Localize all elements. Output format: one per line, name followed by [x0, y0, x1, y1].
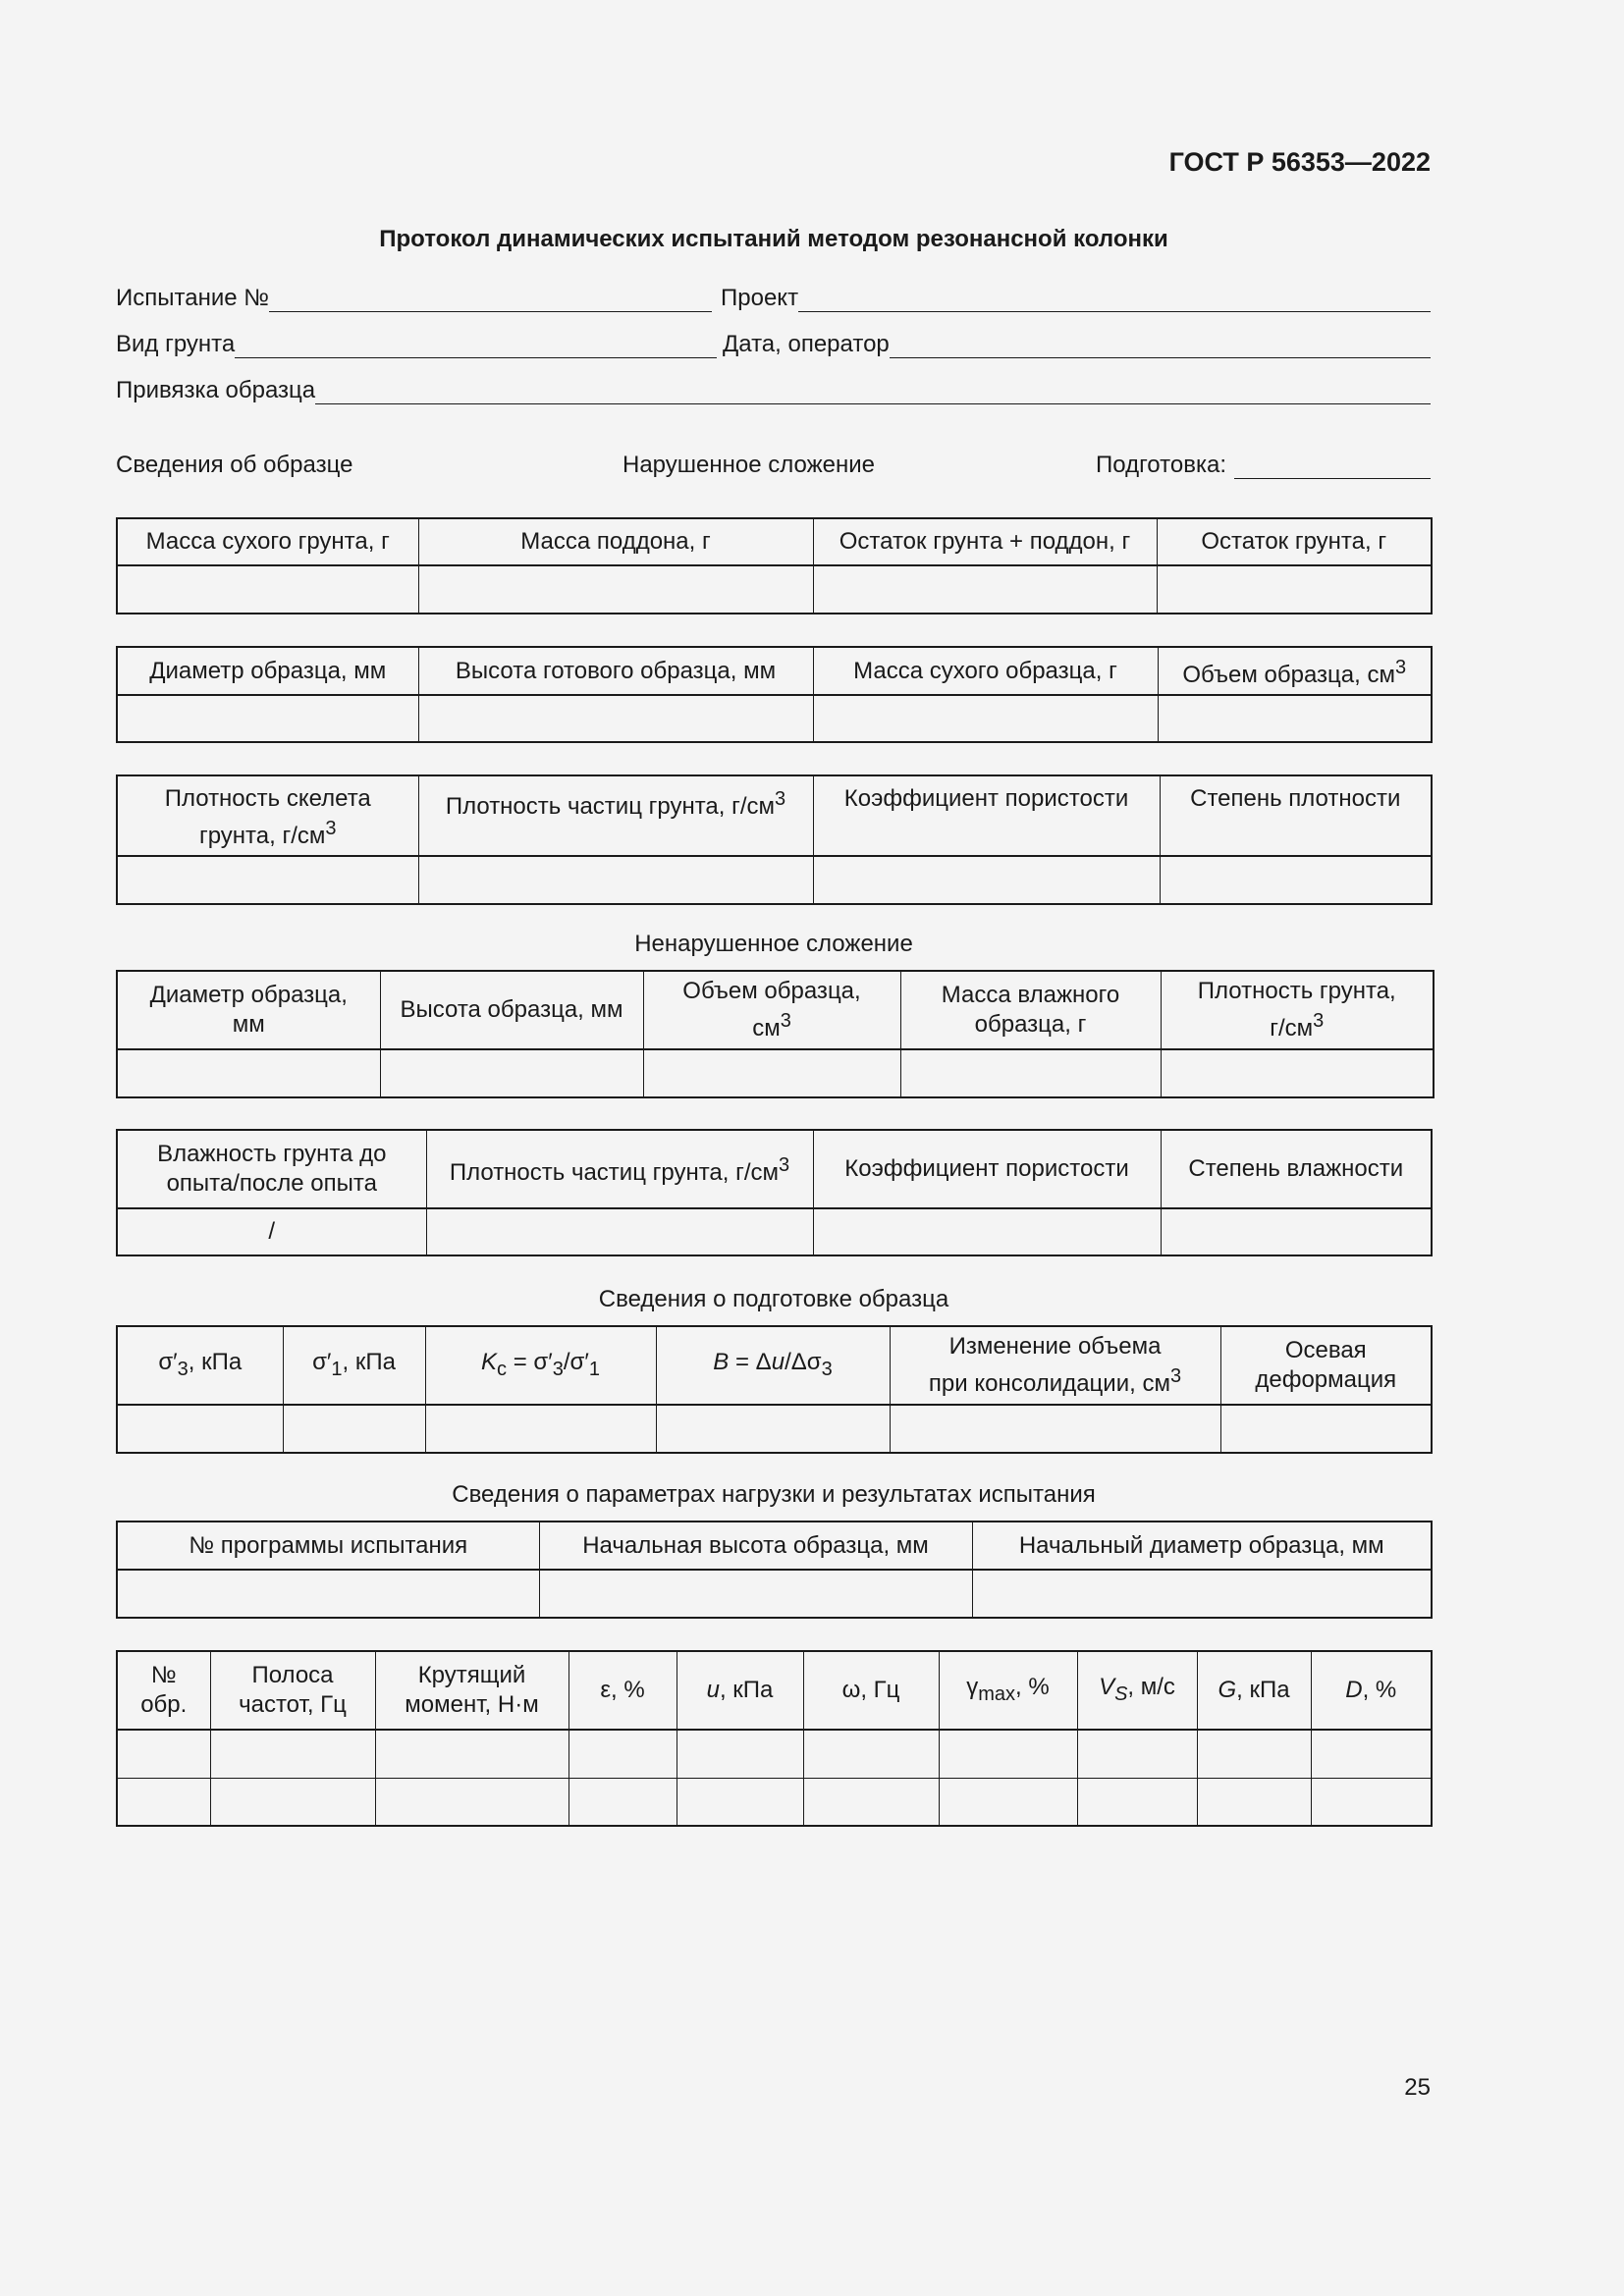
soil-type-field: [116, 331, 717, 358]
table-row: [117, 856, 1432, 904]
header-cell: [117, 971, 380, 1049]
input-cell[interactable]: [426, 1208, 813, 1255]
header-cell-kc: [425, 1326, 656, 1405]
input-cell[interactable]: [117, 695, 418, 742]
page-number: 25: [1404, 2074, 1431, 2101]
header-cell: Высота готового образца, мм: [418, 647, 813, 695]
input-cell[interactable]: [425, 1405, 656, 1453]
undisturbed-caption: Ненарушенное сложение: [634, 931, 913, 957]
input-cell[interactable]: [568, 1778, 677, 1826]
input-cell[interactable]: [813, 1208, 1161, 1255]
header-line: г/см: [1270, 1015, 1314, 1041]
symbol: G: [1218, 1677, 1237, 1703]
moisture-before-after-cell[interactable]: /: [117, 1208, 426, 1255]
subscript: 3: [552, 1358, 564, 1380]
soil-type-label: Вид грунта: [116, 331, 236, 357]
header-cell: [1158, 647, 1432, 695]
header-cell: Остаток грунта + поддон, г: [813, 518, 1157, 565]
header-cell: [677, 1651, 803, 1730]
unit: , %: [1015, 1673, 1050, 1700]
header-cell: [939, 1651, 1077, 1730]
input-cell[interactable]: [539, 1570, 972, 1618]
preparation-field: [1096, 452, 1431, 479]
unit: , м/с: [1127, 1673, 1175, 1700]
input-cell[interactable]: [1160, 856, 1432, 904]
subscript: max: [978, 1682, 1016, 1705]
input-cell[interactable]: [1220, 1405, 1432, 1453]
table-density: [116, 774, 1433, 905]
subscript: 1: [331, 1358, 343, 1380]
input-cell[interactable]: [1077, 1778, 1197, 1826]
input-cell[interactable]: [1161, 1049, 1434, 1097]
load-caption: Сведения о параметрах нагрузки и результатах испытания: [452, 1481, 1096, 1508]
volume-text: Объем образца, см: [1182, 661, 1395, 688]
table-header-row: [117, 971, 1434, 1049]
input-cell[interactable]: [283, 1405, 425, 1453]
table-preparation: [116, 1325, 1433, 1454]
subscript: S: [1114, 1682, 1128, 1705]
header-cell: [117, 775, 418, 856]
header-cell: Степень влажности: [1161, 1130, 1432, 1208]
input-cell[interactable]: [210, 1778, 375, 1826]
input-cell[interactable]: [890, 1405, 1220, 1453]
symbol: σ′: [312, 1348, 332, 1375]
header-cell: ε, %: [568, 1651, 677, 1730]
input-cell[interactable]: [1161, 1208, 1432, 1255]
input-cell[interactable]: [677, 1730, 803, 1778]
input-cell[interactable]: [813, 565, 1157, 614]
preparation-caption: Сведения о подготовке образца: [598, 1286, 949, 1312]
header-cell: [900, 971, 1161, 1049]
header-line: см: [752, 1015, 781, 1041]
sample-info-label: Сведения об образце: [116, 452, 353, 478]
input-cell[interactable]: [117, 565, 418, 614]
table-row: [117, 695, 1432, 742]
table-moisture: [116, 1129, 1433, 1256]
header-cell: Высота образца, мм: [380, 971, 643, 1049]
header-cell: [375, 1651, 568, 1730]
header-cell: [1197, 1651, 1311, 1730]
date-operator-label: Дата, оператор: [723, 331, 890, 357]
input-cell[interactable]: [1157, 565, 1432, 614]
input-cell[interactable]: [1197, 1778, 1311, 1826]
header-cell-b: [656, 1326, 890, 1405]
test-number-label: Испытание №: [116, 285, 269, 311]
header-cell: Масса поддона, г: [418, 518, 813, 565]
header-line: при консолидации, см: [928, 1370, 1170, 1397]
superscript: 3: [1394, 656, 1407, 678]
input-cell[interactable]: [656, 1405, 890, 1453]
superscript: 3: [1169, 1365, 1182, 1387]
input-cell[interactable]: [972, 1570, 1432, 1618]
input-cell[interactable]: [1158, 695, 1432, 742]
input-cell[interactable]: [418, 695, 813, 742]
unit: , кПа: [1236, 1677, 1290, 1703]
header-line: частот, Гц: [239, 1691, 347, 1718]
standard-number: ГОСТ Р 56353—2022: [1168, 147, 1431, 177]
superscript: 3: [779, 1154, 790, 1176]
sample-location-line[interactable]: [315, 378, 1431, 404]
header-cell: Масса сухого грунта, г: [117, 518, 418, 565]
subscript: 1: [588, 1358, 600, 1380]
header-line: Плотность грунта,: [1197, 978, 1396, 1004]
project-field: [721, 285, 1431, 312]
table-header-row: [117, 1651, 1432, 1730]
input-cell[interactable]: [813, 695, 1158, 742]
preparation-line[interactable]: [1234, 453, 1431, 479]
table-undisturbed-sample: [116, 970, 1435, 1098]
header-cell: [210, 1651, 375, 1730]
header-line: Плотность скелета: [164, 785, 371, 812]
input-cell[interactable]: [939, 1778, 1077, 1826]
symbol: D: [1345, 1677, 1363, 1703]
input-cell[interactable]: [418, 856, 813, 904]
document-title: Протокол динамических испытаний методом резонансной колонки: [379, 226, 1168, 252]
symbol: u: [706, 1677, 720, 1703]
header-cell: [117, 1130, 426, 1208]
subscript: 3: [821, 1358, 833, 1380]
header-line: Полоса: [251, 1662, 334, 1688]
input-cell[interactable]: [380, 1049, 643, 1097]
table-program: [116, 1521, 1433, 1619]
symbol: /Δσ: [785, 1348, 822, 1375]
project-label: Проект: [721, 285, 799, 311]
input-cell[interactable]: [1311, 1778, 1432, 1826]
input-cell[interactable]: [803, 1778, 939, 1826]
table-row: [117, 1570, 1432, 1618]
header-cell: [1311, 1651, 1432, 1730]
date-operator-field: [723, 331, 1431, 358]
input-cell[interactable]: [117, 1049, 380, 1097]
header-line: Объем образца,: [682, 978, 861, 1004]
table-header-row: [117, 1522, 1432, 1570]
table-row: [117, 1208, 1432, 1255]
unit: , кПа: [342, 1348, 396, 1375]
header-cell: Коэффициент пористости: [813, 775, 1160, 856]
table-header-row: [117, 518, 1432, 565]
header-line: образца, г: [974, 1011, 1087, 1038]
input-cell[interactable]: [1197, 1730, 1311, 1778]
project-line[interactable]: [798, 286, 1431, 312]
superscript: 3: [775, 788, 786, 810]
symbol: K: [481, 1348, 498, 1375]
header-line: обр.: [140, 1691, 188, 1718]
header-line: №: [150, 1662, 177, 1688]
test-number-field: [116, 285, 712, 312]
input-cell[interactable]: [813, 856, 1160, 904]
unit: , кПа: [719, 1677, 774, 1703]
unit: , %: [1362, 1677, 1397, 1703]
sample-location-field: [116, 377, 1431, 404]
header-line: мм: [232, 1011, 265, 1038]
input-cell[interactable]: [1311, 1730, 1432, 1778]
input-cell[interactable]: [1077, 1730, 1197, 1778]
header-cell: № программы испытания: [117, 1522, 539, 1570]
header-line: Плотность частиц грунта, г/см: [449, 1159, 780, 1186]
input-cell[interactable]: [939, 1730, 1077, 1778]
input-cell[interactable]: [375, 1730, 568, 1778]
date-operator-line[interactable]: [890, 332, 1431, 358]
superscript: 3: [780, 1010, 791, 1032]
header-line: Диаметр образца,: [149, 982, 348, 1008]
header-line: Изменение объема: [948, 1333, 1162, 1360]
symbol: B: [713, 1348, 730, 1375]
table-header-row: [117, 775, 1432, 856]
header-line: Масса влажного: [941, 982, 1120, 1008]
header-line: грунта, г/см: [198, 823, 326, 849]
preparation-label: Подготовка:: [1096, 452, 1226, 478]
header-cell: [117, 1651, 210, 1730]
header-cell: [643, 971, 900, 1049]
input-cell[interactable]: [568, 1730, 677, 1778]
test-number-line[interactable]: [269, 286, 712, 312]
input-cell[interactable]: [375, 1778, 568, 1826]
input-cell[interactable]: [117, 1570, 539, 1618]
input-cell[interactable]: [117, 1405, 283, 1453]
header-cell: [890, 1326, 1220, 1405]
symbol: V: [1099, 1673, 1115, 1700]
input-cell[interactable]: [643, 1049, 900, 1097]
input-cell[interactable]: [210, 1730, 375, 1778]
superscript: 3: [1313, 1010, 1325, 1032]
symbol: σ′: [158, 1348, 178, 1375]
table-header-row: [117, 1326, 1432, 1405]
header-cell: ω, Гц: [803, 1651, 939, 1730]
header-cell-sigma1: [283, 1326, 425, 1405]
table-soil-mass: [116, 517, 1433, 614]
symbol: γ: [966, 1673, 979, 1700]
soil-type-line[interactable]: [235, 332, 717, 358]
header-cell: Коэффициент пористости: [813, 1130, 1161, 1208]
table-sample-dimensions: [116, 646, 1433, 743]
input-cell[interactable]: [117, 1778, 210, 1826]
table-header-row: [117, 647, 1432, 695]
symbol: u: [771, 1348, 785, 1375]
header-line: Осевая: [1284, 1337, 1367, 1363]
subscript: c: [497, 1358, 508, 1380]
input-cell[interactable]: [418, 565, 813, 614]
table-row: [117, 1405, 1432, 1453]
subscript: 3: [177, 1358, 189, 1380]
table-row: [117, 565, 1432, 614]
disturbed-caption: Нарушенное сложение: [623, 452, 875, 478]
header-cell: [1220, 1326, 1432, 1405]
input-cell[interactable]: [677, 1778, 803, 1826]
sample-location-label: Привязка образца: [116, 377, 316, 403]
header-cell: Остаток грунта, г: [1157, 518, 1432, 565]
header-line: Влажность грунта до: [157, 1141, 387, 1167]
header-line: момент, Н·м: [405, 1691, 539, 1718]
header-line: Крутящий: [417, 1662, 526, 1688]
input-cell[interactable]: [117, 856, 418, 904]
table-row: [117, 1778, 1432, 1826]
header-cell: [426, 1130, 813, 1208]
table-row: [117, 1730, 1432, 1778]
symbol: = Δ: [729, 1348, 772, 1375]
header-cell: [418, 775, 813, 856]
input-cell[interactable]: [117, 1730, 210, 1778]
header-line: опыта/после опыта: [166, 1170, 377, 1197]
table-header-row: [117, 1130, 1432, 1208]
symbol: /σ′: [563, 1348, 589, 1375]
header-cell: Степень плотности: [1160, 775, 1432, 856]
header-cell: Начальная высота образца, мм: [539, 1522, 972, 1570]
symbol: = σ′: [507, 1348, 553, 1375]
header-line: деформация: [1255, 1366, 1397, 1393]
input-cell[interactable]: [803, 1730, 939, 1778]
table-row: [117, 1049, 1434, 1097]
header-line: Плотность частиц грунта, г/см: [445, 793, 776, 820]
input-cell[interactable]: [900, 1049, 1161, 1097]
unit: , кПа: [188, 1348, 243, 1375]
header-cell-sigma3: [117, 1326, 283, 1405]
header-cell: Масса сухого образца, г: [813, 647, 1158, 695]
table-results: [116, 1650, 1433, 1827]
header-cell: Диаметр образца, мм: [117, 647, 418, 695]
header-cell: Начальный диаметр образца, мм: [972, 1522, 1432, 1570]
header-cell: [1161, 971, 1434, 1049]
superscript: 3: [325, 818, 337, 839]
header-cell: [1077, 1651, 1197, 1730]
